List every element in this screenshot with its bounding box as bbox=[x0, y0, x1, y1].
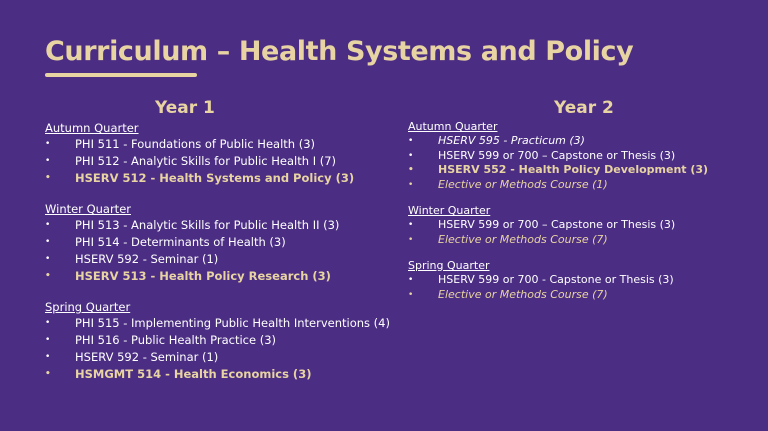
course-item-elective bbox=[408, 288, 748, 303]
bullet-icon: • bbox=[45, 352, 51, 362]
year2-spring-block bbox=[408, 259, 748, 302]
course-item-elective bbox=[408, 178, 748, 193]
course-text: HSMGMT 514 - Health Economics (3) bbox=[75, 367, 312, 381]
bullet-icon: • bbox=[408, 179, 414, 190]
bullet-icon: • bbox=[45, 335, 51, 345]
course-list bbox=[45, 315, 390, 383]
year2-heading: Year 2 bbox=[554, 98, 614, 118]
bullet-icon: • bbox=[45, 237, 51, 247]
course-list bbox=[408, 134, 748, 192]
course-item-highlight bbox=[45, 268, 375, 285]
course-list bbox=[408, 218, 748, 247]
course-text: HSERV 599 or 700 – Capstone or Thesis (3) bbox=[438, 148, 676, 162]
bullet-icon: • bbox=[45, 369, 51, 379]
course-text: Elective or Methods Course (7) bbox=[438, 232, 608, 246]
quarter-heading: Spring Quarter bbox=[45, 300, 131, 314]
title-underline bbox=[45, 73, 197, 77]
course-list bbox=[45, 136, 375, 187]
course-list bbox=[408, 273, 748, 302]
bullet-icon: • bbox=[45, 271, 51, 281]
course-item bbox=[45, 332, 375, 349]
bullet-icon: • bbox=[45, 173, 51, 183]
course-list bbox=[45, 217, 375, 285]
bullet-icon: • bbox=[45, 156, 51, 166]
course-text: Elective or Methods Course (7) bbox=[438, 287, 608, 301]
course-text: PHI 514 - Determinants of Health (3) bbox=[75, 235, 286, 249]
course-item bbox=[45, 217, 375, 234]
course-item bbox=[45, 136, 375, 153]
course-item bbox=[45, 251, 375, 268]
course-text: Elective or Methods Course (1) bbox=[438, 177, 608, 191]
quarter-heading: Autumn Quarter bbox=[408, 120, 498, 133]
course-text: HSERV 512 - Health Systems and Policy (3) bbox=[75, 171, 355, 185]
bullet-icon: • bbox=[45, 220, 51, 230]
bullet-icon: • bbox=[45, 318, 51, 328]
course-text: HSERV 595 - Practicum (3) bbox=[438, 134, 585, 147]
bullet-icon: • bbox=[408, 150, 414, 161]
course-item bbox=[408, 149, 748, 164]
year1-column bbox=[45, 98, 390, 397]
year2-autumn-block bbox=[408, 120, 748, 192]
course-item bbox=[408, 273, 748, 288]
year1-winter-block bbox=[45, 201, 375, 285]
year1-heading: Year 1 bbox=[155, 98, 215, 118]
quarter-heading: Spring Quarter bbox=[408, 259, 490, 272]
course-item bbox=[45, 349, 375, 366]
quarter-heading: Autumn Quarter bbox=[45, 121, 139, 135]
bullet-icon: • bbox=[408, 136, 414, 146]
course-text: HSERV 513 - Health Policy Research (3) bbox=[75, 269, 331, 283]
bullet-icon: • bbox=[408, 234, 414, 245]
quarter-heading: Winter Quarter bbox=[45, 202, 131, 216]
course-text: PHI 516 - Public Health Practice (3) bbox=[75, 333, 277, 347]
course-text: HSERV 592 - Seminar (1) bbox=[75, 350, 219, 364]
bullet-icon: • bbox=[408, 289, 414, 300]
course-item-italic bbox=[408, 134, 748, 149]
course-text: PHI 513 - Analytic Skills for Public Health II (3) bbox=[75, 218, 340, 232]
bullet-icon: • bbox=[45, 139, 51, 149]
course-text: HSERV 592 - Seminar (1) bbox=[75, 252, 219, 266]
course-text: HSERV 552 - Health Policy Development (3) bbox=[438, 163, 709, 176]
bullet-icon: • bbox=[408, 220, 414, 230]
course-item-highlight bbox=[408, 163, 748, 178]
course-item bbox=[45, 153, 375, 170]
year2-column bbox=[408, 98, 748, 314]
year1-spring-block bbox=[45, 299, 390, 383]
bullet-icon: • bbox=[408, 275, 414, 285]
slide-title: Curriculum – Health Systems and Policy bbox=[45, 36, 634, 67]
year2-winter-block bbox=[408, 204, 748, 247]
course-item bbox=[45, 234, 375, 251]
course-text: HSERV 599 or 700 - Capstone or Thesis (3) bbox=[438, 273, 674, 286]
course-text: PHI 515 - Implementing Public Health Interventions (4) bbox=[75, 316, 390, 330]
bullet-icon: • bbox=[408, 165, 414, 175]
course-text: HSERV 599 or 700 – Capstone or Thesis (3) bbox=[438, 218, 676, 231]
quarter-heading: Winter Quarter bbox=[408, 204, 491, 217]
course-text: PHI 511 - Foundations of Public Health (3) bbox=[75, 137, 316, 151]
year1-autumn-block bbox=[45, 120, 375, 187]
bullet-icon: • bbox=[45, 254, 51, 264]
course-item bbox=[408, 218, 748, 233]
course-item-highlight bbox=[45, 366, 375, 383]
course-item-highlight bbox=[45, 170, 375, 187]
course-item-elective bbox=[408, 233, 748, 248]
course-text: PHI 512 - Analytic Skills for Public Health I (7) bbox=[75, 154, 337, 168]
course-item bbox=[45, 315, 390, 332]
